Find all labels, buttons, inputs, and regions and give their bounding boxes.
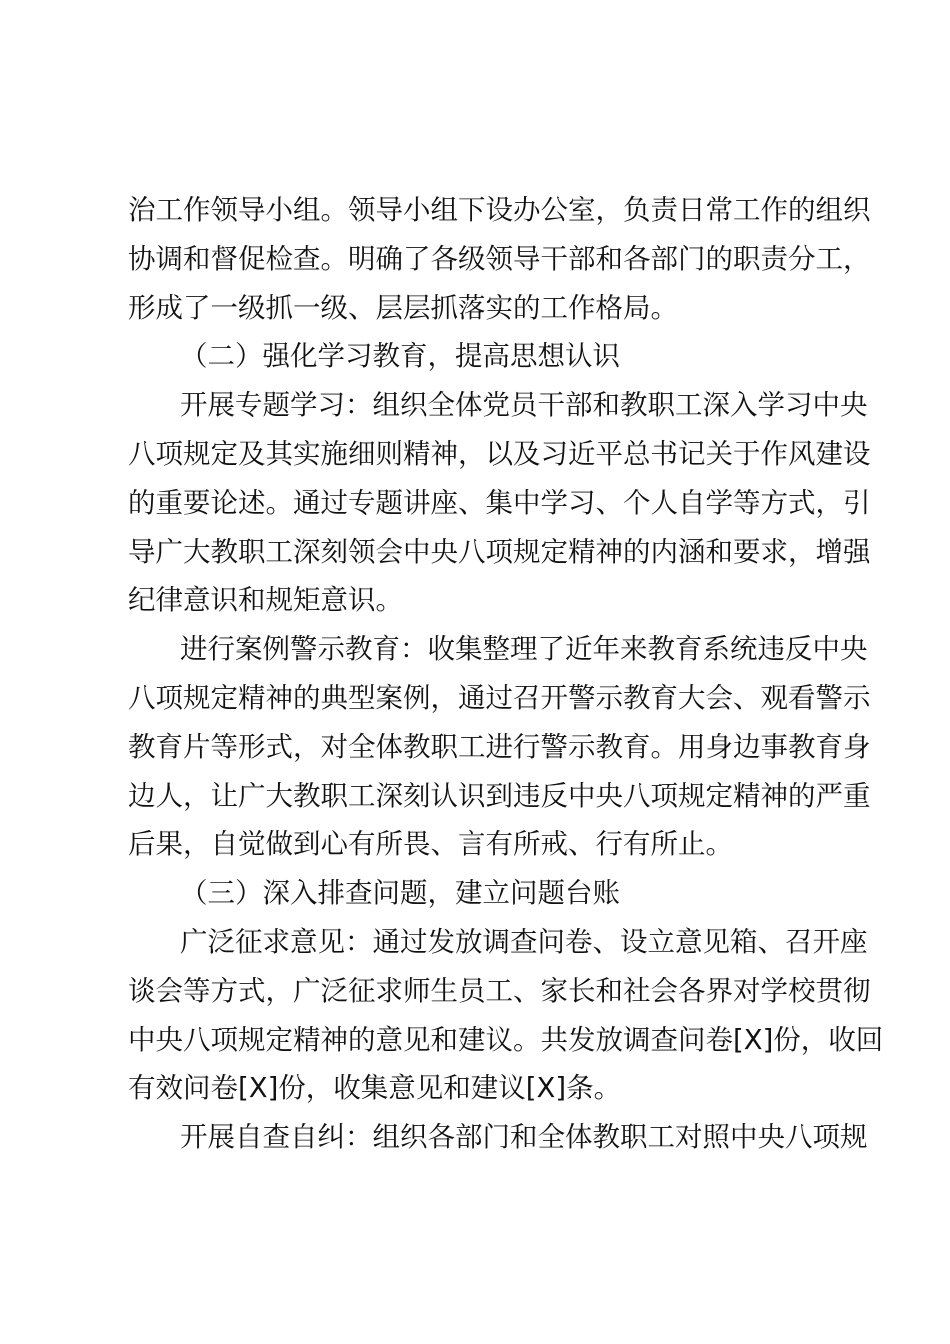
text-line: 边人，让广大教职工深刻认识到违反中央八项规定精神的严重 [128, 779, 871, 812]
document-body [128, 186, 884, 1162]
text-line: 广泛征求意见：通过发放调查问卷、设立意见箱、召开座 [180, 925, 868, 958]
text-line: 八项规定精神的典型案例，通过召开警示教育大会、观看警示 [128, 681, 871, 714]
text-line: 八项规定及其实施细则精神，以及习近平总书记关于作风建设 [128, 437, 871, 470]
text-line: 导广大教职工深刻领会中央八项规定精神的内涵和要求，增强 [128, 535, 871, 568]
text-line: 形成了一级抓一级、层层抓落实的工作格局。 [128, 291, 678, 324]
paragraph-special-study [128, 381, 871, 625]
text-line: 中央八项规定精神的意见和建议。共发放调查问卷[X]份，收回 [128, 1023, 884, 1056]
heading-line: （三）深入排查问题，建立问题台账 [180, 877, 620, 910]
text-line: 有效问卷[X]份，收集意见和建议[X]条。 [128, 1072, 622, 1105]
text-line: 进行案例警示教育：收集整理了近年来教育系统违反中央 [180, 633, 868, 666]
text-line: 谈会等方式，广泛征求师生员工、家长和社会各界对学校贯彻 [128, 974, 871, 1007]
section-heading-2 [128, 332, 833, 381]
text-line: 开展专题学习：组织全体党员干部和教职工深入学习中央 [180, 389, 868, 422]
text-line: 协调和督促检查。明确了各级领导干部和各部门的职责分工， [128, 242, 871, 275]
paragraph-case-warning [128, 625, 871, 869]
text-line: 教育片等形式，对全体教职工进行警示教育。用身边事教育身 [128, 730, 871, 763]
paragraph-leadership-group [128, 186, 871, 332]
text-line: 纪律意识和规矩意识。 [128, 584, 403, 617]
heading-line: （二）强化学习教育，提高思想认识 [180, 340, 620, 373]
section-heading-3 [128, 869, 833, 918]
paragraph-solicit-opinions [128, 918, 884, 1113]
text-line: 后果，自觉做到心有所畏、言有所戒、行有所止。 [128, 828, 733, 861]
text-line: 开展自查自纠：组织各部门和全体教职工对照中央八项规 [180, 1121, 868, 1154]
text-line: 治工作领导小组。领导小组下设办公室，负责日常工作的组织 [128, 194, 871, 226]
text-line: 的重要论述。通过专题讲座、集中学习、个人自学等方式，引 [128, 486, 871, 519]
paragraph-self-inspection [128, 1113, 868, 1162]
